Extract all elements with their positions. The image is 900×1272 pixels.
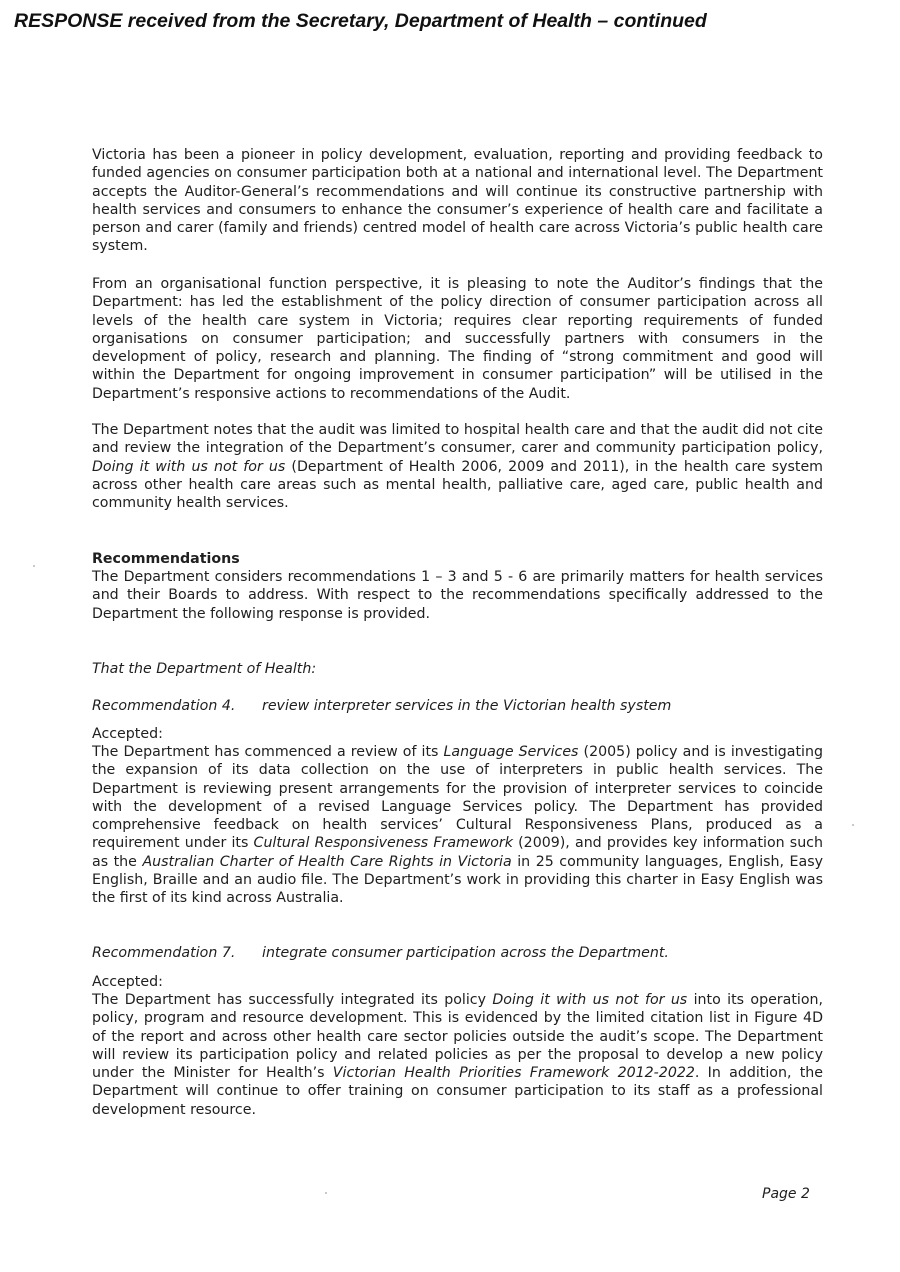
policy-title-doing-it-with-us: Doing it with us not for us xyxy=(92,458,286,475)
recommendation-7-number: Recommendation 7. xyxy=(92,945,236,961)
paragraph-organisational-perspective: From an organisational function perspective, it is pleasing to note the Auditor’s findings that the Department: has led the establishment of the policy direction of consumer participation across all levels of the health care system in Victoria; requires clear reporting requirements of funded organisations on consumer participation; and successfully partners with consumers in the development of policy, research and planning. The finding of “strong commitment and good will within the Department for ongoing improvement in consumer participation” will be utilised in the Department’s responsive actions to recommendations of the Audit. xyxy=(92,276,823,402)
page-number: Page 2 xyxy=(762,1186,810,1202)
recommendation-7-status: Accepted: xyxy=(92,974,163,990)
rec7-body-a: The Department has successfully integrated its policy xyxy=(92,992,493,1008)
recommendation-4-title xyxy=(92,697,672,715)
rec4-body-a: The Department has commenced a review of its xyxy=(92,744,444,760)
scan-speck xyxy=(852,824,854,826)
scan-speck xyxy=(325,1192,327,1194)
paragraph-intro: Victoria has been a pioneer in policy development, evaluation, reporting and providing feedback to funded agencies on consumer participation both at a national and international level. The Department accepts the Auditor-General’s recommendations and will continue its constructive partnership with health services and consumers to enhance the consumer’s experience of health care and facilitate a person and carer (family and friends) centred model of health care across Victoria’s public health care system. xyxy=(92,147,823,255)
rec4-cultural-framework: Cultural Responsiveness Framework xyxy=(253,835,513,852)
recommendations-heading: Recommendations xyxy=(92,551,240,567)
rec4-body-g: in 25 community languages, English, Easy English, Braille and an audio file. The Department’s work in providing this charter in Easy English was the first of its kind across Australia. xyxy=(92,853,824,907)
rec4-body-e: (2009), and provides key information such as the xyxy=(92,835,823,870)
recommendation-4-text: review interpreter services in the Victorian health system xyxy=(262,698,672,714)
recommendation-7-text: integrate consumer participation across the Department. xyxy=(262,945,669,961)
scan-speck xyxy=(33,565,35,567)
recommendations-intro: The Department considers recommendations 1 – 3 and 5 - 6 are primarily matters for health services and their Boards to address. With respect to the recommendations specifically addressed to the Department the following response is provided. xyxy=(92,569,823,622)
rec7-priorities-framework: Victorian Health Priorities Framework 2012-2022 xyxy=(332,1065,695,1082)
page-header-title: RESPONSE received from the Secretary, Department of Health – continued xyxy=(14,10,707,32)
rec4-charter-title: Australian Charter of Health Care Rights in Victoria xyxy=(142,853,512,870)
recommendation-4-response xyxy=(92,743,823,908)
audit-scope-text-c: (Department of Health 2006, 2009 and 2011), in the health care system across other health care areas such as mental health, palliative care, aged care, public health and community health services. xyxy=(92,458,823,512)
recommendation-4-number: Recommendation 4. xyxy=(92,698,236,714)
recommendation-7-title xyxy=(92,944,669,962)
recommendation-7-response xyxy=(92,991,823,1119)
rec4-body-c: (2005) policy and is investigating the expansion of its data collection on the use of interpreters in public health services. The Department is reviewing present arrangements for the provision of interpreter services to coincide with the development of a revised Language Services policy. The Department has provided comprehensive feedback on health services’ Cultural Responsiveness Plans, produced as a requirement under its xyxy=(92,744,823,852)
audit-scope-text-a: The Department notes that the audit was limited to hospital health care and that the audit did not cite and review the integration of the Department’s consumer, carer and community participation policy, xyxy=(92,422,823,457)
rec7-body-e: . In addition, the Department will continue to offer training on consumer participation to its staff as a professional development resource. xyxy=(92,1065,824,1118)
paragraph-audit-scope xyxy=(92,421,823,512)
rec4-policy-language-services: Language Services xyxy=(443,744,579,760)
recommendation-4-status: Accepted: xyxy=(92,726,163,742)
rec7-policy-doing-it-with-us: Doing it with us not for us xyxy=(492,992,688,1008)
recommendations-lead: That the Department of Health: xyxy=(92,661,317,677)
rec7-body-c: into its operation, policy, program and resource development. This is evidenced by the limited citation list in Figure 4D of the report and across other health care sector policies outside the audit’s scope. The Department will review its participation policy and related policies as per the proposal to develop a new policy under the Minister for Health’s xyxy=(92,992,824,1082)
